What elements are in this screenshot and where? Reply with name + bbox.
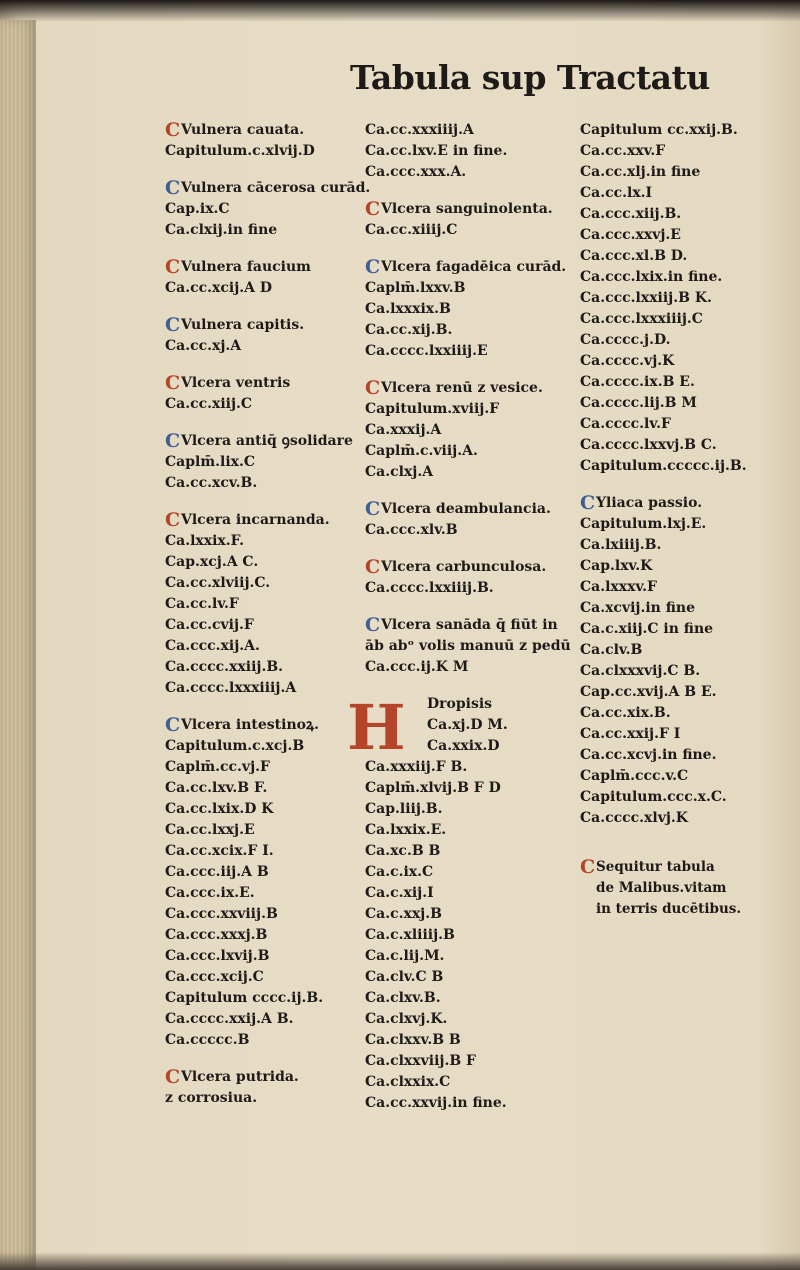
entry-heading-row [580,493,790,514]
entry-heading: Vlcera sanguinolenta. [381,201,553,217]
entry-reference: Ca.lxxxv.F [580,579,657,595]
red-rubricated-initial: C [165,256,181,278]
entry-reference: Capitulum.c.xlvij.D [165,143,315,159]
entry-heading: Sequitur tabula [596,859,715,875]
blue-rubricated-initial: C [165,430,181,452]
red-rubricated-initial: C [165,509,181,531]
red-rubricated-initial: C [165,372,181,394]
entry-reference: Ca.ccc.lxix.in fine. [580,269,723,285]
entry-reference: Ca.cccc.lxxvj.B C. [580,437,717,453]
entry-heading: Vlcera intestinoꝝ. [181,717,319,733]
entry-reference: Ca.cccc.lxxiiij.E [365,343,488,359]
index-entry [165,373,385,415]
index-entry [165,510,385,699]
red-rubricated-initial: C [365,556,381,578]
index-column-2 [347,120,585,1130]
entry-reference: Ca.cc.xcij.A D [165,280,273,296]
index-entry [580,493,790,829]
entry-reference: Cap.xcj.A C. [165,554,259,570]
red-rubricated-initial: C [165,1066,181,1088]
entry-reference: Ca.clxxv.B B [365,1032,461,1048]
entry-heading-row [165,257,385,278]
entry-reference: Ca.c.lij.M. [365,948,445,964]
entry-reference: Ca.cccc.xlvj.K [580,810,688,826]
entry-heading-row [365,615,585,636]
entry-reference: Capitulum cccc.ij.B. [165,990,324,1006]
entry-reference: Ca.cc.xlj.in fine [580,164,701,180]
entry-reference: Ca.clv.C B [365,969,444,985]
entry-reference: Ca.ccc.lxxiij.B K. [580,290,712,306]
red-rubricated-initial: C [165,119,181,141]
entry-heading: Dropisis [427,696,493,712]
entry-reference: Ca.clv.B [580,642,643,658]
entry-reference: Ca.ccc.xl.B D. [580,248,688,264]
entry-reference: Ca.cc.lx.I [580,185,653,201]
entry-reference: Ca.c.xiij.C in fine [580,621,714,637]
entry-heading-row [580,857,790,878]
entry-reference: Ca.cc.xiiij.C [365,222,458,238]
entry-reference: Ca.lxxix.F. [165,533,245,549]
index-entry [365,557,585,599]
entry-reference: Ca.cc.lxix.D K [165,801,274,817]
entry-reference: Ca.ccc.xlv.B [365,522,458,538]
index-entry [365,378,585,483]
entry-reference: Ca.c.xij.I [365,885,434,901]
entry-reference: Ca.cccc.vj.K [580,353,675,369]
entry-heading: Vulnera faucium [181,259,311,275]
entry-reference: Ca.ccc.lxvij.B [165,948,270,964]
blue-rubricated-initial: C [580,492,596,514]
entry-reference: Ca.cc.xcv.B. [165,475,258,491]
index-entry [365,120,585,183]
entry-reference: Ca.cc.xcvj.in fine. [580,747,717,763]
entry-reference: Caplm̄.cc.vj.F [165,759,270,775]
entry-heading: Vulnera cācerosa curād. [181,180,371,196]
entry-reference: Ca.lxiiij.B. [580,537,662,553]
entry-reference: Caplm̄.c.viij.A. [365,443,478,459]
index-entry [165,257,385,299]
entry-reference: z corrosiua. [165,1090,258,1106]
entry-heading: Vlcera carbunculosa. [381,559,547,575]
entry-heading: Vulnera capitis. [181,317,305,333]
entry-reference: Ca.clxxix.C [365,1074,451,1090]
entry-heading-row [365,257,585,278]
entry-reference: Ca.cc.lxv.E in fine. [365,143,508,159]
entry-heading: Vlcera antiq̄ ꝯsolidare [181,433,353,449]
entry-reference: Ca.ccc.xxxj.B [165,927,268,943]
entry-reference: in terris ducētibus. [596,901,742,917]
entry-heading-row [365,199,585,220]
entry-heading: Yliaca passio. [596,495,703,511]
index-entry [580,857,790,920]
entry-heading-row [365,557,585,578]
entry-heading: Vlcera fagadēica curād. [381,259,567,275]
entry-heading: Vlcera ventris [181,375,291,391]
index-entry [365,199,585,241]
page-header: Tabula sup Tractatu [350,58,710,97]
entry-reference: Ca.cc.lxv.B F. [165,780,268,796]
entry-reference: Ca.cc.xxv.F [580,143,666,159]
entry-reference: Ca.clxv.B. [365,990,441,1006]
entry-reference: Ca.xxix.D [427,738,500,754]
entry-reference: Ca.clxvj.K. [365,1011,448,1027]
entry-reference: Ca.cc.xxij.F I [580,726,681,742]
entry-reference: Ca.cc.xlviij.C. [165,575,271,591]
red-rubricated-initial: C [365,198,381,220]
bottom-shadow [0,1252,800,1270]
entry-reference: Capitulum.xviij.F [365,401,500,417]
entry-heading: Vlcera incarnanda. [181,512,330,528]
entry-reference: Ca.cc.xij.B. [365,322,453,338]
entry-reference: Cap.cc.xvij.A B E. [580,684,717,700]
index-entry [165,431,385,494]
index-entry [365,499,585,541]
entry-heading: Vlcera putrida. [181,1069,299,1085]
entry-reference: Ca.c.xxj.B [365,906,442,922]
entry-reference: Ca.cc.xj.A [165,338,242,354]
entry-reference: Ca.cc.xxxiiij.A [365,122,474,138]
index-entry [165,315,385,357]
entry-reference: de Malibus.vitam [596,880,727,896]
illuminated-initial: H [347,691,406,764]
entry-reference: Ca.cc.xiij.C [165,396,253,412]
index-entry [580,120,790,477]
entry-heading-row [165,315,385,336]
entry-reference: Ca.ccc.xxvj.E [580,227,681,243]
entry-reference: Ca.clxj.A [365,464,434,480]
entry-reference: Capitulum.c.xcj.B [165,738,305,754]
entry-heading-row [165,178,385,199]
entry-heading-row [165,1067,385,1088]
entry-reference: Ca.xxxiij.F B. [365,759,468,775]
index-entry [365,257,585,362]
entry-heading: Vlcera deambulancia. [381,501,551,517]
blue-rubricated-initial: C [165,714,181,736]
entry-reference: Capitulum.ccccc.ij.B. [580,458,747,474]
entry-heading: Vlcera sanāda q̄ fiūt in [381,617,558,633]
blue-rubricated-initial: C [165,314,181,336]
index-column-3 [580,120,790,936]
index-column-1 [165,120,385,1125]
entry-reference: Ca.cccc.ix.B E. [580,374,695,390]
entry-heading: Vlcera renū z vesice. [381,380,543,396]
entry-reference: Ca.xc.B B [365,843,441,859]
entry-reference: Ca.ccc.xcij.C [165,969,264,985]
entry-reference: Ca.cccc.lv.F [580,416,671,432]
entry-heading: Vulnera cauata. [181,122,305,138]
entry-reference: Caplm̄.ccc.v.C [580,768,689,784]
entry-reference: Caplm̄.lix.C [165,454,256,470]
entry-reference: Caplm̄.lxxv.B [365,280,466,296]
blue-rubricated-initial: C [365,614,381,636]
top-shadow [0,0,800,22]
entry-reference: Ca.cc.cvij.F [165,617,254,633]
entry-heading-row [165,373,385,394]
entry-reference: Ca.clxxxvij.C B. [580,663,701,679]
entry-reference: Cap.liij.B. [365,801,443,817]
entry-reference: Ca.cccc.lij.B M [580,395,697,411]
entry-reference: Ca.clxxviij.B F [365,1053,476,1069]
red-rubricated-initial: C [365,377,381,399]
entry-reference: Ca.ccc.xij.A. [165,638,260,654]
entry-reference: Ca.cc.xxvij.in fine. [365,1095,507,1111]
entry-reference: Ca.ccc.xxx.A. [365,164,467,180]
blue-rubricated-initial: C [365,498,381,520]
entry-heading-row [165,120,385,141]
entry-reference: Ca.lxxix.E. [365,822,447,838]
entry-reference: Ca.c.ix.C [365,864,434,880]
entry-reference: Ca.cccc.xxiij.B. [165,659,284,675]
entry-reference: Ca.cc.lxxj.E [165,822,255,838]
entry-reference: Ca.xj.D M. [427,717,508,733]
red-rubricated-initial: C [580,856,596,878]
entry-reference: Ca.ccc.ix.E. [165,885,255,901]
entry-reference: Capitulum.ccc.x.C. [580,789,727,805]
entry-reference: Ca.xcvij.in fine [580,600,695,616]
index-entry [365,615,585,678]
entry-reference: Ca.clxij.in fine [165,222,278,238]
entry-reference: Ca.cc.xix.B. [580,705,671,721]
entry-reference: Capitulum.lxj.E. [580,516,707,532]
entry-reference: Ca.ccc.iij.A B [165,864,269,880]
entry-reference: Ca.ccc.ij.K M [365,659,469,675]
entry-reference: Ca.ccccc.B [165,1032,250,1048]
entry-heading-row [365,499,585,520]
entry-reference: Ca.cc.xcix.F I. [165,843,274,859]
entry-reference: Ca.xxxij.A [365,422,442,438]
entry-reference: Ca.cccc.xxij.A B. [165,1011,294,1027]
entry-reference: Ca.cc.lv.F [165,596,239,612]
entry-reference: Ca.ccc.xiij.B. [580,206,682,222]
entry-heading-row [365,378,585,399]
index-entry [165,120,385,162]
blue-rubricated-initial: C [365,256,381,278]
entry-reference: Cap.lxv.K [580,558,653,574]
entry-reference: Ca.cccc.lxxxiiij.A [165,680,297,696]
entry-reference: Caplm̄.xlvij.B F D [365,780,501,796]
entry-reference: Ca.cccc.lxxiiij.B. [365,580,494,596]
entry-reference: Ca.cccc.j.D. [580,332,671,348]
entry-reference: Ca.ccc.xxviij.B [165,906,278,922]
entry-heading-row [165,431,385,452]
entry-reference: Capitulum cc.xxij.B. [580,122,738,138]
entry-reference: Ca.c.xliiij.B [365,927,455,943]
entry-reference: āb abᵒ volis manuū z pedū [365,638,571,654]
entry-reference: Ca.lxxxix.B [365,301,451,317]
entry-heading-row [165,510,385,531]
book-page-edge [0,20,36,1270]
index-entry [165,1067,385,1109]
blue-rubricated-initial: C [165,177,181,199]
index-entry-hydropisis [347,691,585,1114]
entry-reference: Ca.ccc.lxxxiiij.C [580,311,703,327]
entry-reference: Cap.ix.C [165,201,230,217]
index-entry [165,178,385,241]
